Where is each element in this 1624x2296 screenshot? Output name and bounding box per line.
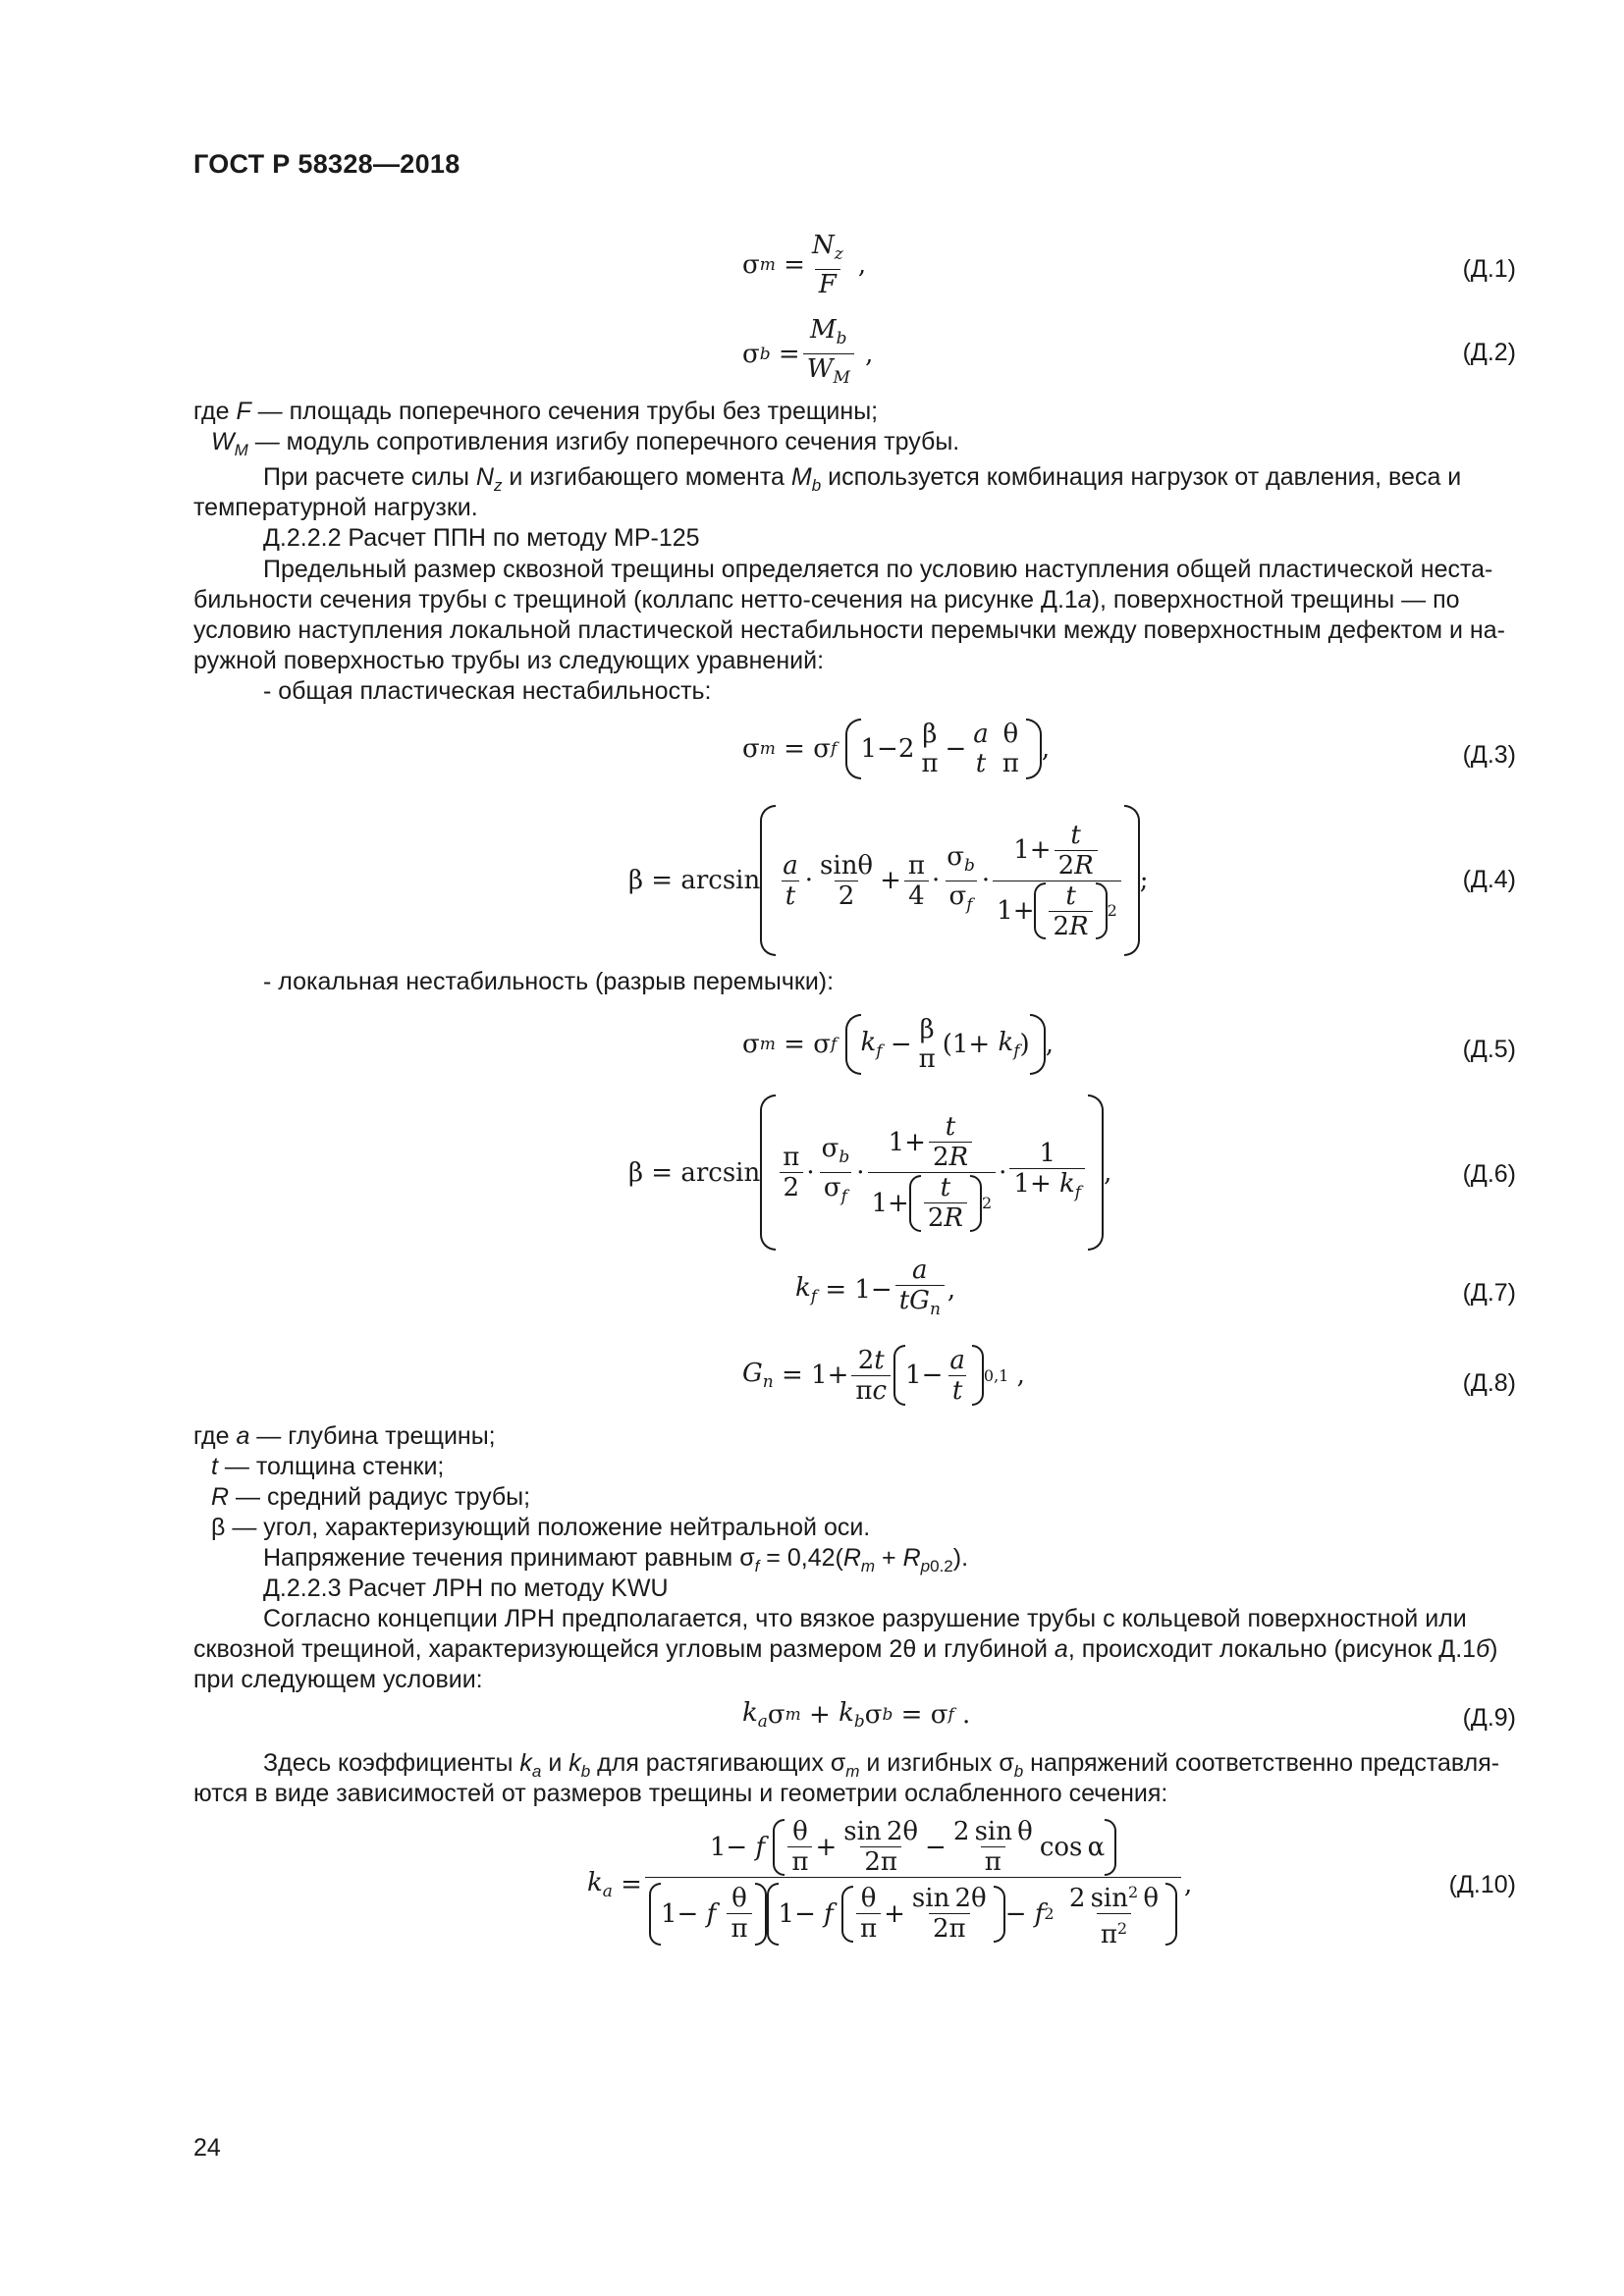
paragraph: ружной поверхностью трубы из следующих уравнений: bbox=[193, 647, 825, 674]
equation-d5: σ m = σ f $k_f$ − β π (1+ $k_f$ ) , bbox=[742, 1015, 1054, 1074]
equation-number: (Д.1) bbox=[1462, 255, 1516, 283]
equation-d9: $k_a$ σ m + $k_b$ σ b = σ f . bbox=[742, 1698, 971, 1732]
paragraph: Здесь коэффициенты $k_a$ и $k_b$ для растягивающих $\sigma_m$ и изгибных $\sigma_b$ напряжений соответственно представля- bbox=[263, 1749, 1500, 1781]
equation-d6: β = arcsin $\frac{\pi}{2}$ · $\frac{\sigma_b}{\sigma_f}$ · 1+ $\frac{t}{2R}$ 1+ $\frac{t}{2R}$ 2 · $\frac{1}{1+ k_f}$ , bbox=[628, 1095, 1111, 1251]
section-heading: Д.2.2.2 Расчет ППН по методу МР-125 bbox=[263, 524, 700, 552]
bullet-item: - локальная нестабильность (разрыв перемычки): bbox=[263, 968, 835, 995]
equation-number: (Д.4) bbox=[1462, 866, 1516, 893]
paragraph: Напряжение течения принимают равным $\sigma_f = 0,42(R_m + R_{p0.2})$. bbox=[263, 1544, 969, 1575]
paragraph: Согласно концепции ЛРН предполагается, что вязкое разрушение трубы с кольцевой поверхностной или bbox=[263, 1605, 1467, 1632]
page-number: 24 bbox=[193, 2134, 221, 2162]
paragraph: условию наступления локальной пластической нестабильности перемычки между поверхностным дефектом и на- bbox=[193, 616, 1505, 644]
where-definition: где а — глубина трещины; bbox=[193, 1422, 496, 1450]
bullet-item: - общая пластическая нестабильность: bbox=[263, 677, 712, 705]
equation-d2: σ b = $\frac{M_b}{W_M}$ , bbox=[742, 316, 873, 392]
where-definition: β — угол, характеризующий положение нейтральной оси. bbox=[211, 1514, 871, 1541]
paragraph: ются в виде зависимостей от размеров трещины и геометрии ослабленного сечения: bbox=[193, 1780, 1168, 1807]
equation-number: (Д.8) bbox=[1462, 1369, 1516, 1397]
paragraph: Предельный размер сквозной трещины определяется по условию наступления общей пластической неста- bbox=[263, 556, 1493, 583]
equation-number: (Д.7) bbox=[1462, 1279, 1516, 1307]
equation-number: (Д.9) bbox=[1462, 1704, 1516, 1732]
equation-d7: $k_f$ = 1− $\frac{a}{tG_n}$ , bbox=[795, 1256, 955, 1323]
paragraph: бильности сечения трубы с трещиной (коллапс нетто-сечения на рисунке Д.1а), поверхностной трещины — по bbox=[193, 586, 1460, 614]
equation-number: (Д.6) bbox=[1462, 1160, 1516, 1188]
section-heading: Д.2.2.3 Расчет ЛРН по методу KWU bbox=[263, 1575, 669, 1602]
equation-number: (Д.10) bbox=[1448, 1871, 1516, 1898]
where-definition: t — толщина стенки; bbox=[211, 1453, 445, 1480]
equation-number: (Д.3) bbox=[1462, 741, 1516, 769]
equation-number: (Д.5) bbox=[1462, 1036, 1516, 1063]
paragraph: сквозной трещиной, характеризующейся угловым размером 2θ и глубиной а, происходит локально (рисунок Д.1б) bbox=[193, 1635, 1498, 1663]
paragraph: температурной нагрузки. bbox=[193, 494, 478, 521]
paragraph: при следующем условии: bbox=[193, 1666, 483, 1693]
paragraph: При расчете силы $N_z$ и изгибающего момента $M_b$ используется комбинация нагрузок от давления, веса и bbox=[263, 463, 1462, 495]
equation-d8: $G_n$ = 1+ $\frac{2t}{\pi c}$ 1− $\frac{a}{t}$ 0,1 , bbox=[742, 1345, 1025, 1406]
equation-number: (Д.2) bbox=[1462, 339, 1516, 366]
where-definition: R — средний радиус трубы; bbox=[211, 1483, 531, 1511]
equation-d4: β = arcsin $\frac{a}{t}$ · $\frac{\sin\theta}{2}$ + $\frac{\pi}{4}$ · $\frac{\sigma_b}{\sigma_f}$ · 1+ $\frac{t}{2R}$ 1+ $\frac{t}{2R}$ 2 ; bbox=[628, 805, 1149, 956]
where-definition: $W_M$ — модуль сопротивления изгибу поперечного сечения трубы. bbox=[211, 428, 960, 459]
page-header: ГОСТ Р 58328—2018 bbox=[193, 149, 460, 179]
where-definition: где F — площадь поперечного сечения трубы без трещины; bbox=[193, 398, 879, 425]
equation-d10: $k_a$ = 1− f $\frac{\theta}{\pi}$ + $\frac{\sin 2\theta}{2\pi}$ − $\frac{\text{2 sin θ}}{\pi}$ cos α 1− f $\frac{\theta}{\pi}$ 1− f $\frac{\theta}{\pi}$ + $\frac{\sin 2\theta}{2\pi}$ − f 2 $\frac{2 \sin^2 \theta}{\pi^2}$ , bbox=[587, 1817, 1193, 1949]
equation-d1: σ m = $\frac{N_z}{F}$ , bbox=[742, 231, 867, 299]
equation-d3: σ m = σ f 1−2 β π − a t θ π , bbox=[742, 720, 1051, 778]
